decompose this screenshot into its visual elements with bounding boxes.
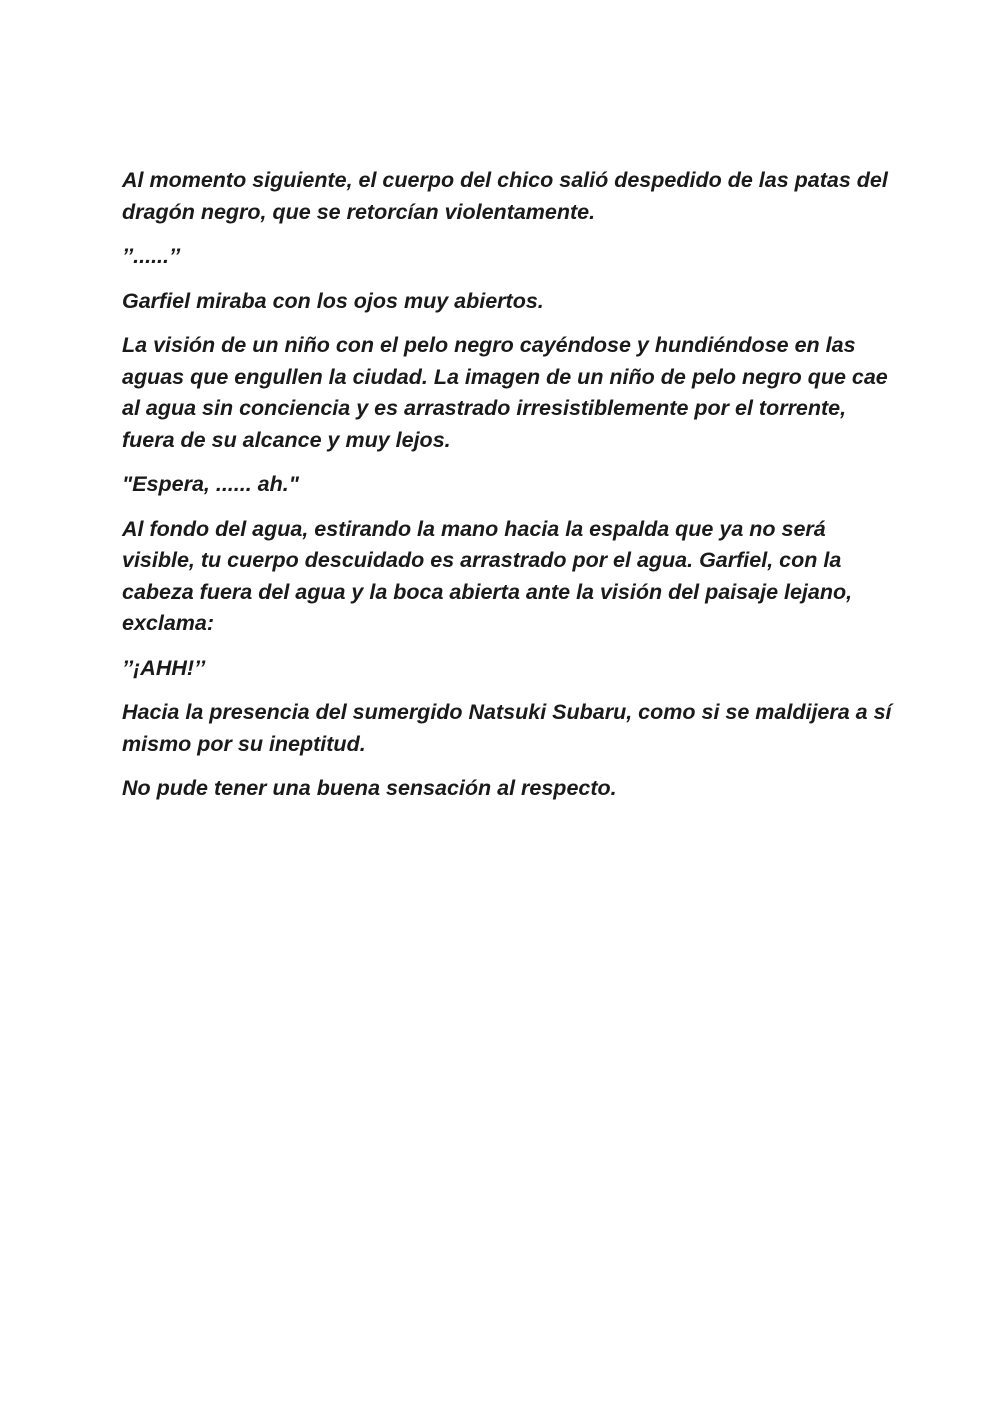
paragraph-5: "Espera, ...... ah." [122,472,299,496]
paragraph-8: Hacia la presencia del sumergido Natsuki Subaru, como si se maldijera a sí mismo por su ineptitud. [122,700,892,756]
paragraph-7: ’’¡AHH!’’ [122,655,206,680]
paragraph-9: No pude tener una buena sensación al respecto. [122,776,617,800]
paragraph-6: Al fondo del agua, estirando la mano hacia la espalda que ya no será visible, tu cuerpo descuidado es arrastrado por el agua. Garfiel, con la cabeza fuera del agua y la boca abierta ante la visión del paisaje lejano, exclama: [122,516,853,635]
text-body [122,165,892,818]
paragraph-1: Al momento siguiente, el cuerpo del chico salió despedido de las patas del dragón negro, que se retorcían violentamente. [122,168,888,224]
paragraph-4: La visión de un niño con el pelo negro cayéndose y hundiéndose en las aguas que engullen la ciudad. La imagen de un niño de pelo negro que cae al agua sin conciencia y es arrastrado irresistiblemente por el torrente, fuera de su alcance y muy lejos. [122,333,888,452]
paragraph-2: ’’......’’ [122,244,181,268]
paragraph-3: Garfiel miraba con los ojos muy abiertos. [122,288,544,313]
